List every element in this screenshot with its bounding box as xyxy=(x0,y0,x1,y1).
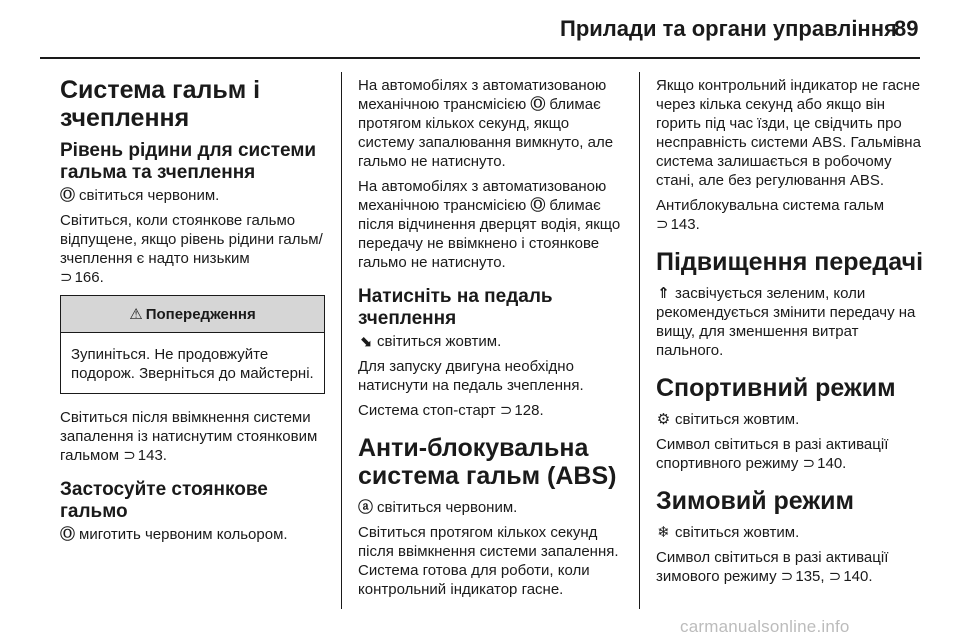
sport-mode-icon: ⚙ xyxy=(656,411,671,428)
paragraph: Для запуску двигуна необхідно натиснути на педаль зчеплення. xyxy=(358,358,584,394)
paragraph: ⇑ засвічується зеленим, коли рекомендується змінити передачу на вищу, для зменшення витрат пального. xyxy=(656,285,916,359)
paragraph: Якщо контрольний індикатор не гасне через кілька секунд або якщо він горить під час їзди, це свідчить про несправність системи ABS. Гальмівна система залишається в робочому стані, але без регулювання ABS. xyxy=(656,77,921,189)
reference-arrow-icon: ⊃ xyxy=(499,402,513,419)
paragraph: Символ світиться в разі активації спортивного режиму ⊃ 140. xyxy=(656,436,889,472)
column-divider-1 xyxy=(341,72,342,609)
warning-box xyxy=(60,295,325,394)
paragraph: Символ світиться в разі активації зимового режиму ⊃ 135, ⊃ 140. xyxy=(656,549,889,585)
page-header xyxy=(0,0,960,58)
paragraph: Ⓞ світиться червоним. xyxy=(60,187,220,204)
paragraph: Ⓞ миготить червоним кольором. xyxy=(60,526,288,543)
warning-triangle-icon: ⚠ xyxy=(129,306,143,323)
paragraph: ❄ світиться жовтим. xyxy=(657,524,800,541)
subsection-fluid-level: Рівень рідини для системи гальма та зчеплення xyxy=(60,140,317,183)
upshift-icon: ⇑ xyxy=(657,285,670,302)
column-3 xyxy=(656,76,926,592)
brake-warning-icon: Ⓞ xyxy=(60,187,76,204)
section-title-brake-clutch: Система гальм і зчеплення xyxy=(60,76,261,132)
section-title-abs: Анти-блокувальна система гальм (ABS) xyxy=(358,434,617,490)
reference-arrow-icon: ⊃ xyxy=(123,447,136,464)
header-title: Прилади та органи управління xyxy=(560,16,897,41)
paragraph: ⚙ світиться жовтим. xyxy=(656,411,800,428)
reference-arrow-icon: ⊃ xyxy=(828,568,842,585)
watermark: carmanualsonline.info xyxy=(680,617,850,636)
brake-warning-icon: Ⓞ xyxy=(530,96,546,113)
paragraph: На автомобілях з автоматизованою механічною трансмісією Ⓞ блимає після відчинення дверцят водія, якщо передачу не ввімкнено і стоянкове гальмо не натиснуто. xyxy=(358,178,621,271)
clutch-pedal-icon: ⬊ xyxy=(359,333,372,350)
reference-arrow-icon: ⊃ xyxy=(60,269,73,286)
column-divider-2 xyxy=(639,72,640,609)
page-number: 89 xyxy=(894,16,919,41)
warning-text: Зупиніться. Не продовжуйте подорож. Зверніться до майстерні. xyxy=(71,346,314,382)
paragraph: Антиблокувальна система гальм ⊃ 143. xyxy=(656,197,885,233)
subsection-apply-parking-brake: Застосуйте стоянкове гальмо xyxy=(60,479,268,522)
header-divider xyxy=(40,57,920,59)
paragraph: ⓐ світиться червоним. xyxy=(358,499,518,516)
paragraph: ⬊ світиться жовтим. xyxy=(359,333,502,350)
paragraph: Світиться після ввімкнення системи запалення із натиснутим стоянковим гальмом ⊃ 143. xyxy=(60,409,318,464)
paragraph: Світиться, коли стоянкове гальмо відпущене, якщо рівень рідини гальм/зчеплення є надто низьким ⊃ 166. xyxy=(60,212,323,286)
paragraph: Система стоп-старт ⊃ 128. xyxy=(358,402,544,419)
brake-warning-icon: Ⓞ xyxy=(60,526,76,543)
winter-mode-icon: ❄ xyxy=(657,524,670,541)
subsection-press-clutch: Натисніть на педаль зчеплення xyxy=(358,286,553,329)
warning-title: ⚠ Попередження xyxy=(61,296,324,333)
section-title-sport-mode: Спортивний режим xyxy=(656,374,896,402)
abs-icon: ⓐ xyxy=(358,499,374,516)
column-2 xyxy=(358,76,626,605)
section-title-winter-mode: Зимовий режим xyxy=(656,487,854,515)
paragraph: Світиться протягом кількох секунд після ввімкнення системи запалення. Система готова для роботи, коли контрольний індикатор гасне. xyxy=(358,524,619,598)
brake-warning-icon: Ⓞ xyxy=(530,197,546,214)
reference-arrow-icon: ⊃ xyxy=(656,216,669,233)
paragraph: На автомобілях з автоматизованою механічною трансмісією Ⓞ блимає протягом кількох секунд, якщо систему запалювання вимкнуто, але гальмо не натиснуто. xyxy=(358,77,614,170)
column-1 xyxy=(60,76,325,550)
section-title-upshift: Підвищення передачі xyxy=(656,248,924,276)
reference-arrow-icon: ⊃ xyxy=(780,568,794,585)
reference-arrow-icon: ⊃ xyxy=(802,455,816,472)
